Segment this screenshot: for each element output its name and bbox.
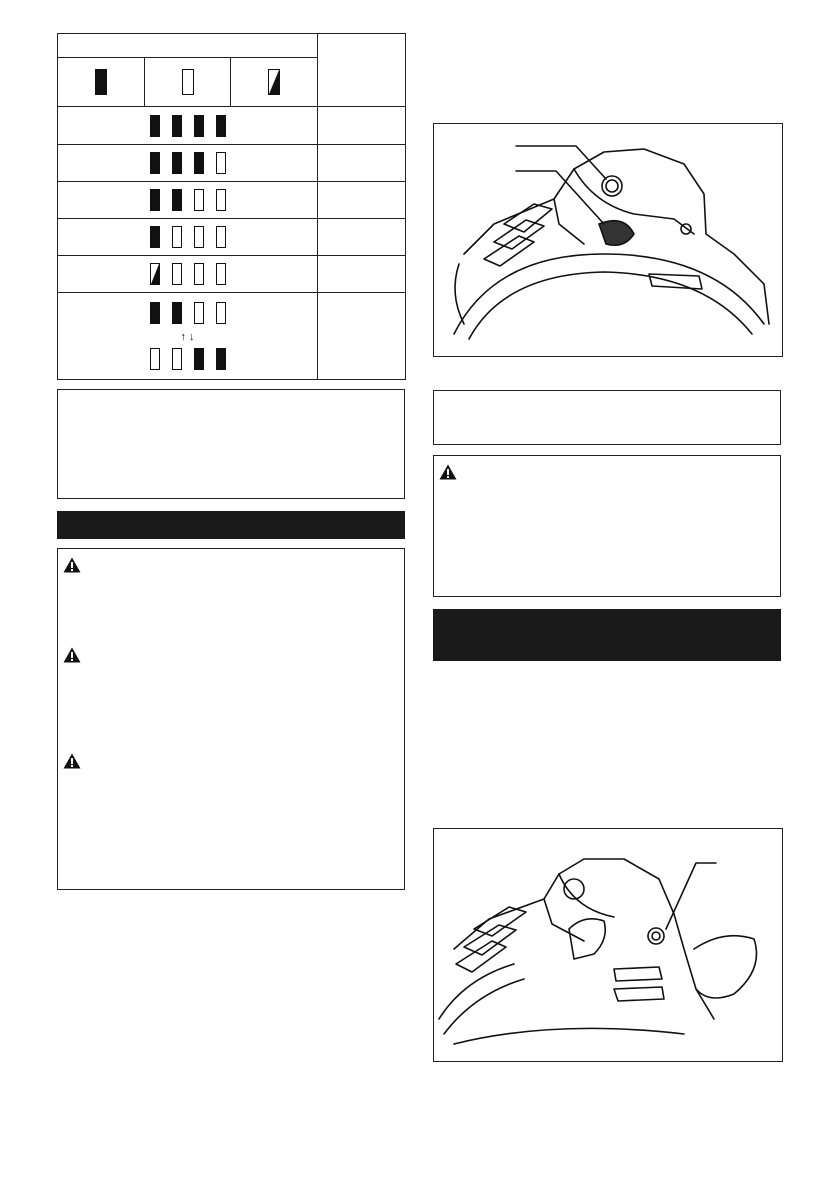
lamp-icon [150,263,160,285]
warning-triangle-icon [63,557,81,573]
lamp-icon [172,152,182,174]
warnings-box [57,548,405,890]
legend-lighted [58,58,145,107]
caution-box [433,455,781,597]
lamp-icon [194,263,204,285]
lamp-icon [150,348,160,370]
lamp-icon [172,348,182,370]
lamp-icon [150,302,160,324]
remaining-capacity-header [318,34,406,107]
table-row [58,145,406,182]
lamp-icon [194,115,204,137]
legend-off [145,58,231,107]
lamp-icon [216,152,226,174]
capacity-cell [318,145,406,182]
lamp-icon [216,189,226,211]
lamp-icon [172,302,182,324]
lamp-icon [150,226,160,248]
table-row [58,219,406,256]
section-header [57,511,405,539]
lamp-icon [194,189,204,211]
legend-blinking [231,58,318,107]
lamp-icon [216,263,226,285]
capacity-cell [318,182,406,219]
capacity-cell [318,107,406,145]
lamp-icon [172,226,182,248]
capacity-cell [318,293,406,380]
note-box-small [433,390,781,445]
indicator-lamps-header [58,34,318,58]
table-row [58,293,406,380]
warning-triangle-icon [63,647,81,663]
warning-triangle-icon [439,464,457,480]
table-row [58,107,406,145]
lamp-icon [194,348,204,370]
lamp-icon [216,348,226,370]
lamp-icon [194,302,204,324]
empty-cell-icon [182,69,194,95]
battery-indicator-table [57,33,406,380]
lamp-icon [172,115,182,137]
lamp-icon [216,302,226,324]
table-row [58,182,406,219]
solid-cell-icon [95,69,107,95]
note-box [57,389,405,499]
section-header-right [433,609,781,661]
lamp-icon [216,226,226,248]
table-row [58,256,406,293]
capacity-cell [318,219,406,256]
saw-side-view-illustration [433,828,783,1062]
lamp-icon [194,152,204,174]
lamp-icon [150,152,160,174]
half-cell-icon [268,69,280,95]
warning-triangle-icon [63,753,81,769]
alternating-arrows: ↑ ↓ [180,331,195,343]
lamp-icon [216,115,226,137]
lamp-icon [150,189,160,211]
saw-top-view-illustration [433,123,783,357]
lamp-icon [150,115,160,137]
lamp-icon [172,263,182,285]
lamp-icon [194,226,204,248]
lamp-icon [172,189,182,211]
capacity-cell [318,256,406,293]
